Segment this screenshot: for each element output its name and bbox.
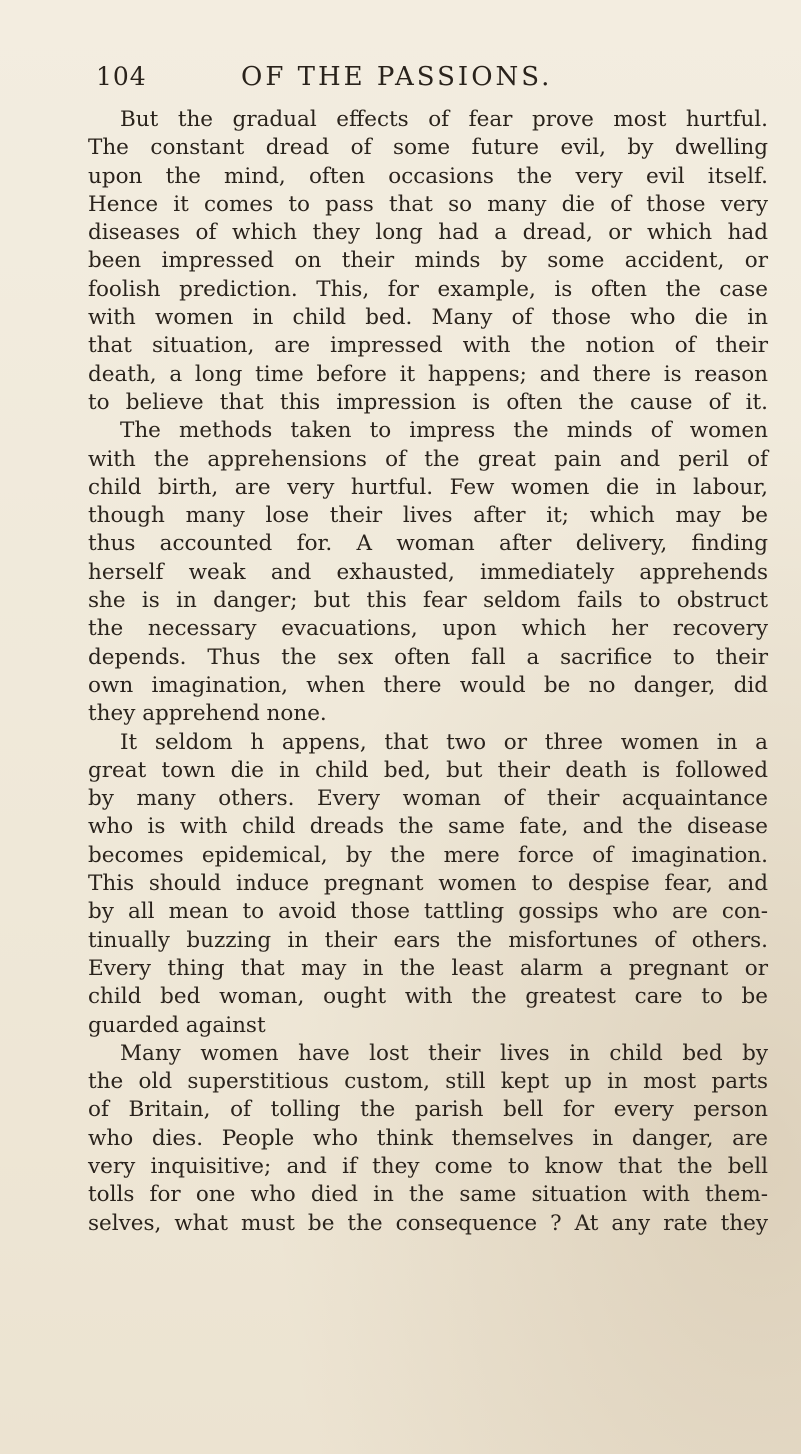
text-line: they apprehend none. (88, 701, 327, 727)
text-line: to believe that this impression is often the cause of it. (88, 389, 768, 415)
text-line: by all mean to avoid those tattling gossips who are con- (88, 899, 768, 925)
text-line: Hence it comes to pass that so many die of those very (88, 191, 768, 217)
text-line: she is in danger; but this fear seldom fails to obstruct (88, 588, 768, 614)
text-line: of Britain, of tolling the parish bell for every person (88, 1097, 768, 1123)
text-line: though many lose their lives after it; which may be (88, 503, 768, 529)
text-line: with the apprehensions of the great pain and peril of (88, 446, 768, 472)
text-line: the necessary evacuations, upon which her recovery (88, 616, 768, 642)
text-line: very inquisitive; and if they come to know that the bell (88, 1153, 768, 1179)
text-line: that situation, are impressed with the notion of their (88, 333, 768, 359)
text-line: depends. Thus the sex often fall a sacrifice to their (88, 644, 768, 670)
text-line: selves, what must be the consequence ? At any rate they (88, 1210, 768, 1236)
text-line: child bed woman, ought with the greatest care to be (88, 984, 768, 1010)
text-line: upon the mind, often occasions the very evil itself. (88, 163, 768, 189)
text-line: great town die in child bed, but their death is followed (88, 757, 768, 783)
text-line: The constant dread of some future evil, by dwelling (88, 135, 768, 161)
text-line: tolls for one who died in the same situation with them- (88, 1182, 768, 1208)
page-number: 104 (96, 62, 147, 91)
text-line: death, a long time before it happens; and there is reason (88, 361, 768, 387)
running-head: OF THE PASSIONS. (241, 62, 553, 92)
text-line: But the gradual effects of fear prove most hurtful. (120, 107, 768, 132)
text-line: been impressed on their minds by some accident, or (88, 248, 768, 274)
text-line: thus accounted for. A woman after delivery, finding (88, 531, 768, 557)
text-line: child birth, are very hurtful. Few women die in labour, (88, 474, 768, 500)
text-line: herself weak and exhausted, immediately apprehends (88, 559, 768, 585)
text-line: with women in child bed. Many of those who die in (88, 305, 768, 331)
text-line: who dies. People who think themselves in danger, are (88, 1125, 768, 1151)
text-line: This should induce pregnant women to despise fear, and (88, 871, 768, 897)
text-line: It seldom h appens, that two or three women in a (120, 729, 768, 755)
text-line: guarded against (88, 1012, 266, 1038)
text-line: Every thing that may in the least alarm a pregnant or (88, 955, 768, 981)
text-line: The methods taken to impress the minds of women (120, 418, 768, 444)
text-line: tinually buzzing in their ears the misfortunes of others. (88, 927, 768, 953)
text-line: Many women have lost their lives in child bed by (120, 1040, 768, 1066)
text-line: diseases of which they long had a dread, or which had (88, 220, 768, 246)
text-line: own imagination, when there would be no danger, did (88, 672, 768, 698)
text-line: becomes epidemical, by the mere force of imagination. (88, 842, 768, 868)
text-line: foolish prediction. This, for example, is often the case (88, 276, 768, 302)
text-line: by many others. Every woman of their acquaintance (88, 786, 768, 812)
body-text (88, 106, 768, 1238)
text-line: who is with child dreads the same fate, and the disease (88, 814, 768, 840)
text-line: the old superstitious custom, still kept up in most parts (88, 1069, 768, 1095)
page-header (96, 62, 776, 102)
